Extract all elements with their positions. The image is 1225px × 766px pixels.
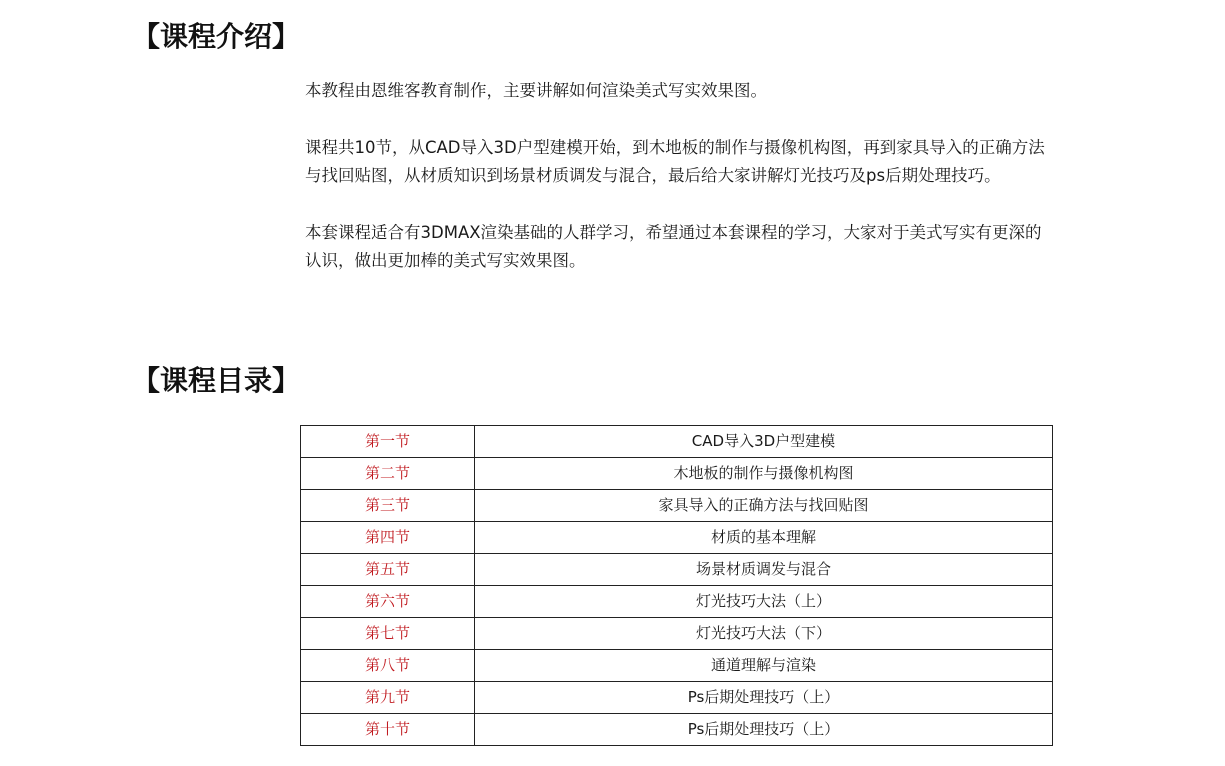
course-catalog-table <box>300 425 1053 746</box>
section-title: 家具导入的正确方法与找回贴图 <box>475 490 1053 522</box>
section-number: 第一节 <box>301 426 475 458</box>
table-row <box>301 522 1053 554</box>
section-number: 第三节 <box>301 490 475 522</box>
section-title: Ps后期处理技巧（上） <box>475 714 1053 746</box>
section-title: 木地板的制作与摄像机构图 <box>475 458 1053 490</box>
intro-paragraph: 本套课程适合有3DMAX渲染基础的人群学习，希望通过本套课程的学习，大家对于美式写实有更深的认识，做出更加棒的美式写实效果图。 <box>305 223 1042 270</box>
course-intro-text <box>305 77 1057 304</box>
course-catalog-heading: 【课程目录】 <box>132 364 301 397</box>
section-number: 第五节 <box>301 554 475 586</box>
section-number: 第二节 <box>301 458 475 490</box>
section-number: 第十节 <box>301 714 475 746</box>
section-title: Ps后期处理技巧（上） <box>475 682 1053 714</box>
table-row <box>301 490 1053 522</box>
table-row <box>301 618 1053 650</box>
course-intro-heading: 【课程介绍】 <box>132 20 301 53</box>
section-title: 场景材质调发与混合 <box>475 554 1053 586</box>
section-number: 第七节 <box>301 618 475 650</box>
table-row <box>301 682 1053 714</box>
section-title: 材质的基本理解 <box>475 522 1053 554</box>
section-number: 第六节 <box>301 586 475 618</box>
section-title: CAD导入3D户型建模 <box>475 426 1053 458</box>
section-title: 灯光技巧大法（上） <box>475 586 1053 618</box>
intro-paragraph: 课程共10节，从CAD导入3D户型建模开始，到木地板的制作与摄像机构图，再到家具导入的正确方法与找回贴图，从材质知识到场景材质调发与混合，最后给大家讲解灯光技巧及ps后期处理技巧。 <box>305 138 1045 185</box>
section-title: 通道理解与渲染 <box>475 650 1053 682</box>
intro-paragraph: 本教程由恩维客教育制作，主要讲解如何渲染美式写实效果图。 <box>305 81 767 100</box>
table-row <box>301 426 1053 458</box>
table-row <box>301 714 1053 746</box>
section-number: 第四节 <box>301 522 475 554</box>
section-number: 第八节 <box>301 650 475 682</box>
table-row <box>301 554 1053 586</box>
table-row <box>301 650 1053 682</box>
table-row <box>301 586 1053 618</box>
table-row <box>301 458 1053 490</box>
section-number: 第九节 <box>301 682 475 714</box>
section-title: 灯光技巧大法（下） <box>475 618 1053 650</box>
